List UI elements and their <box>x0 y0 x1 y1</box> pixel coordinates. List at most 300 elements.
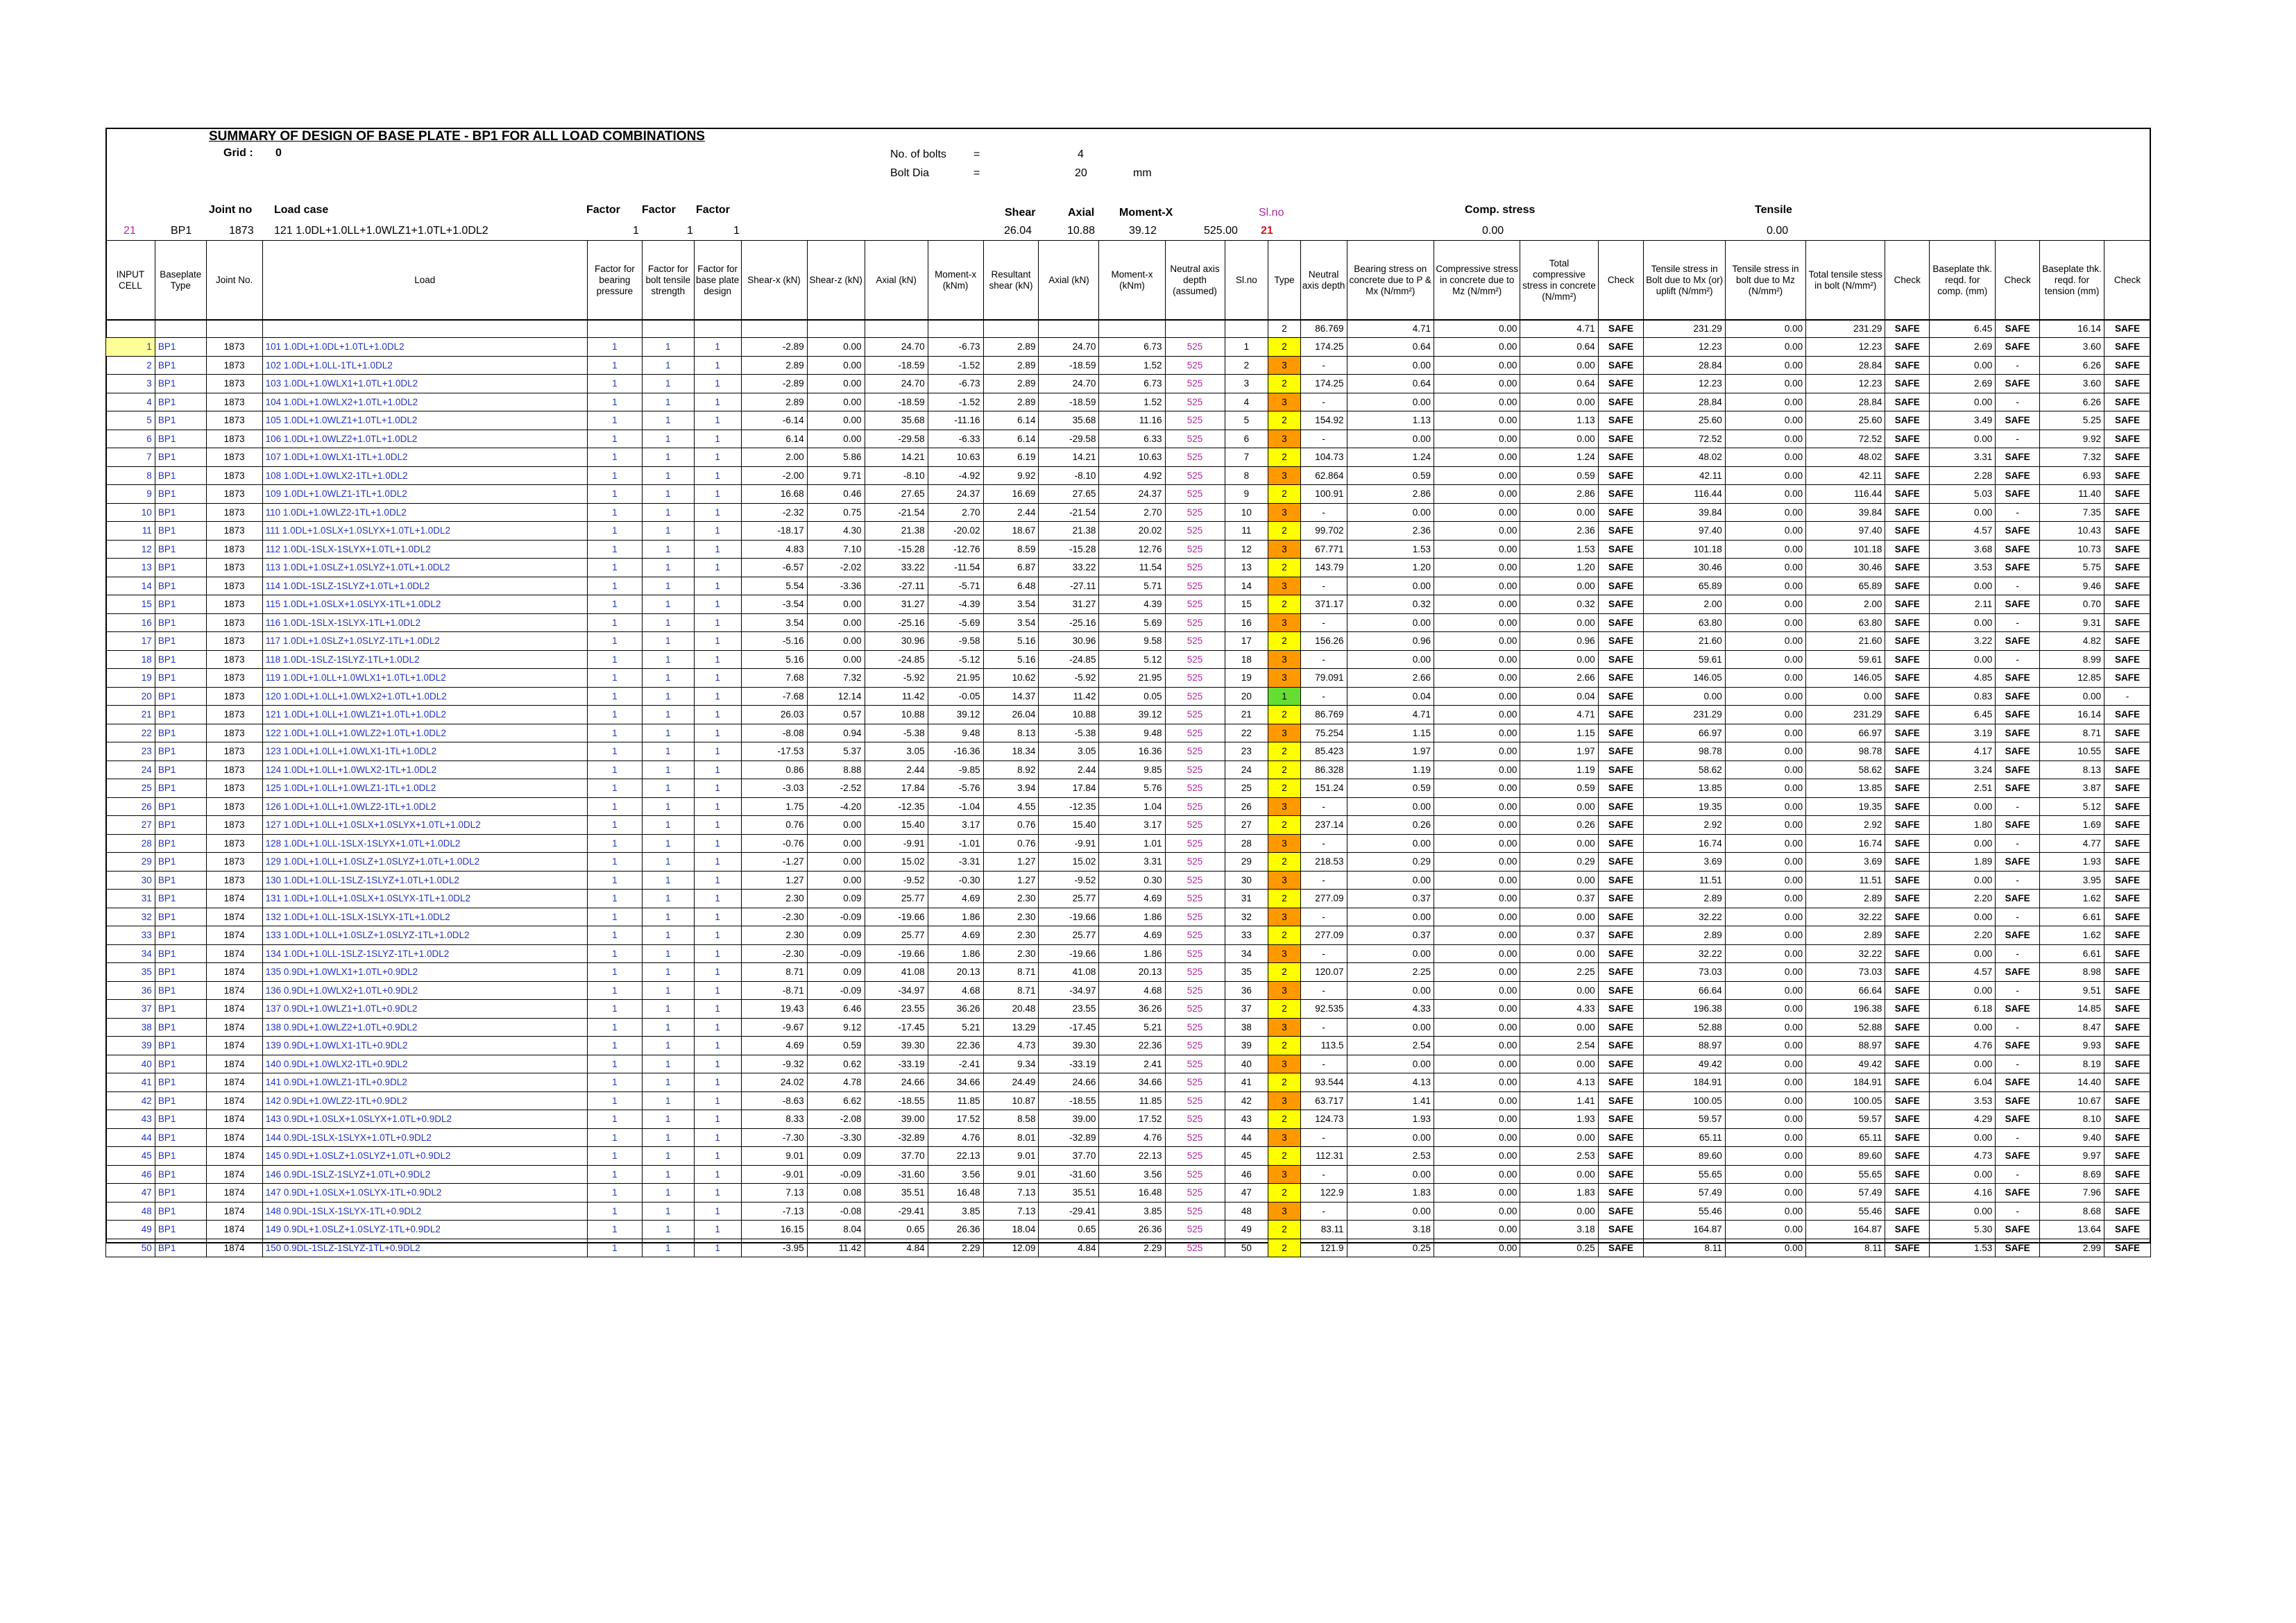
table-cell[interactable]: 138 0.9DL+1.0WLZ2+1.0TL+0.9DL2 <box>262 1018 587 1037</box>
table-cell[interactable]: 1 <box>587 981 642 1000</box>
table-cell[interactable]: 34 <box>106 944 155 963</box>
table-cell[interactable]: BP1 <box>155 1239 206 1257</box>
table-cell[interactable]: 1 <box>642 411 694 430</box>
table-cell[interactable]: 1873 <box>206 853 262 872</box>
table-cell[interactable]: 127 1.0DL+1.0LL+1.0SLX+1.0SLYX+1.0TL+1.0DL2 <box>262 816 587 835</box>
table-cell[interactable]: 17 <box>106 632 155 651</box>
table-cell[interactable]: BP1 <box>155 1221 206 1239</box>
table-cell[interactable]: 141 0.9DL+1.0WLZ1-1TL+0.9DL2 <box>262 1073 587 1092</box>
table-cell[interactable]: 9 <box>106 485 155 504</box>
table-cell[interactable]: 1874 <box>206 1128 262 1147</box>
table-cell[interactable]: 1 <box>694 687 741 706</box>
table-cell[interactable]: 120 1.0DL+1.0LL+1.0WLX2+1.0TL+1.0DL2 <box>262 687 587 706</box>
table-cell[interactable]: 1 <box>587 577 642 595</box>
table-cell[interactable]: 1 <box>587 1000 642 1019</box>
table-cell[interactable]: 7 <box>106 448 155 467</box>
table-cell[interactable]: 1 <box>642 1110 694 1129</box>
table-cell[interactable]: 1874 <box>206 1221 262 1239</box>
table-cell[interactable]: BP1 <box>155 448 206 467</box>
table-cell[interactable]: 1 <box>587 669 642 688</box>
table-cell[interactable]: 115 1.0DL+1.0SLX+1.0SLYX-1TL+1.0DL2 <box>262 595 587 614</box>
table-cell[interactable]: 39 <box>106 1037 155 1055</box>
table-cell[interactable]: 1873 <box>206 797 262 816</box>
table-cell[interactable]: 1873 <box>206 871 262 890</box>
table-cell[interactable]: 131 1.0DL+1.0LL+1.0SLX+1.0SLYX-1TL+1.0DL2 <box>262 890 587 908</box>
table-cell[interactable]: 1 <box>694 853 741 872</box>
table-cell[interactable]: BP1 <box>155 1055 206 1073</box>
table-cell[interactable]: 148 0.9DL-1SLX-1SLYX-1TL+0.9DL2 <box>262 1202 587 1221</box>
table-cell[interactable]: 1 <box>642 779 694 798</box>
table-cell[interactable]: 1874 <box>206 1239 262 1257</box>
table-cell[interactable]: 1 <box>587 1147 642 1166</box>
table-cell[interactable]: 1 <box>694 944 741 963</box>
table-cell[interactable]: BP1 <box>155 540 206 559</box>
table-cell[interactable]: 3 <box>106 375 155 393</box>
table-cell[interactable]: 1 <box>694 411 741 430</box>
table-cell[interactable]: 1 <box>587 559 642 577</box>
table-cell[interactable]: 150 0.9DL-1SLZ-1SLYZ-1TL+0.9DL2 <box>262 1239 587 1257</box>
table-cell[interactable]: 1874 <box>206 1110 262 1129</box>
table-cell[interactable]: BP1 <box>155 890 206 908</box>
table-cell[interactable]: 1873 <box>206 779 262 798</box>
table-cell[interactable]: 1873 <box>206 632 262 651</box>
table-cell[interactable]: 1 <box>694 393 741 411</box>
table-cell[interactable]: 1 <box>587 1165 642 1184</box>
table-cell[interactable]: 130 1.0DL+1.0LL-1SLZ-1SLYZ+1.0TL+1.0DL2 <box>262 871 587 890</box>
table-cell[interactable]: 11 <box>106 522 155 541</box>
table-cell[interactable]: 38 <box>106 1018 155 1037</box>
table-cell[interactable]: 1 <box>587 375 642 393</box>
table-cell[interactable]: 144 0.9DL-1SLX-1SLYX+1.0TL+0.9DL2 <box>262 1128 587 1147</box>
table-cell[interactable]: 1 <box>642 706 694 724</box>
table-cell[interactable]: BP1 <box>155 742 206 761</box>
table-cell[interactable]: 1 <box>694 1110 741 1129</box>
table-cell[interactable]: 1873 <box>206 540 262 559</box>
table-cell[interactable]: 1 <box>587 853 642 872</box>
table-cell[interactable]: 1 <box>587 485 642 504</box>
table-cell[interactable]: 13 <box>106 559 155 577</box>
table-cell[interactable]: 1 <box>694 1165 741 1184</box>
table-cell[interactable]: 1 <box>642 559 694 577</box>
table-cell[interactable]: 1 <box>587 1055 642 1073</box>
table-cell[interactable]: 125 1.0DL+1.0LL+1.0WLZ1-1TL+1.0DL2 <box>262 779 587 798</box>
table-cell[interactable]: 1873 <box>206 669 262 688</box>
table-cell[interactable]: 1 <box>587 1184 642 1203</box>
table-cell[interactable]: BP1 <box>155 1110 206 1129</box>
table-cell[interactable]: BP1 <box>155 393 206 411</box>
table-cell[interactable]: 1 <box>587 503 642 522</box>
table-cell[interactable]: 1 <box>694 1055 741 1073</box>
table-cell[interactable]: 103 1.0DL+1.0WLX1+1.0TL+1.0DL2 <box>262 375 587 393</box>
table-cell[interactable]: 1873 <box>206 503 262 522</box>
table-cell[interactable]: 1 <box>694 1184 741 1203</box>
table-cell[interactable]: 122 1.0DL+1.0LL+1.0WLZ2+1.0TL+1.0DL2 <box>262 724 587 742</box>
table-cell[interactable]: 1 <box>694 632 741 651</box>
table-cell[interactable]: 121 1.0DL+1.0LL+1.0WLZ1+1.0TL+1.0DL2 <box>262 706 587 724</box>
table-cell[interactable]: 1 <box>587 890 642 908</box>
table-cell[interactable]: 28 <box>106 834 155 853</box>
table-cell[interactable]: 1874 <box>206 890 262 908</box>
table-cell[interactable]: 8 <box>106 466 155 485</box>
table-cell[interactable]: 113 1.0DL+1.0SLZ+1.0SLYZ+1.0TL+1.0DL2 <box>262 559 587 577</box>
table-cell[interactable]: 139 0.9DL+1.0WLX1-1TL+0.9DL2 <box>262 1037 587 1055</box>
table-cell[interactable]: 22 <box>106 724 155 742</box>
table-cell[interactable]: 1 <box>694 1037 741 1055</box>
table-cell[interactable]: 18 <box>106 650 155 669</box>
table-cell[interactable]: 1 <box>642 1073 694 1092</box>
table-cell[interactable]: 1874 <box>206 1037 262 1055</box>
table-cell[interactable]: BP1 <box>155 926 206 945</box>
table-cell[interactable]: 1 <box>694 779 741 798</box>
table-cell[interactable]: BP1 <box>155 522 206 541</box>
table-cell[interactable]: 1 <box>587 797 642 816</box>
table-cell[interactable]: 126 1.0DL+1.0LL+1.0WLZ2-1TL+1.0DL2 <box>262 797 587 816</box>
table-cell[interactable]: 124 1.0DL+1.0LL+1.0WLX2-1TL+1.0DL2 <box>262 760 587 779</box>
table-cell[interactable]: 1 <box>587 1110 642 1129</box>
table-cell[interactable]: 15 <box>106 595 155 614</box>
table-cell[interactable]: 1874 <box>206 1184 262 1203</box>
table-cell[interactable]: 1873 <box>206 522 262 541</box>
table-cell[interactable]: 1 <box>642 338 694 357</box>
table-cell[interactable]: 36 <box>106 981 155 1000</box>
table-cell[interactable]: 1873 <box>206 706 262 724</box>
table-cell[interactable]: 1 <box>694 908 741 926</box>
table-cell[interactable]: 1 <box>587 724 642 742</box>
table-cell[interactable]: 1 <box>642 742 694 761</box>
table-cell[interactable]: 128 1.0DL+1.0LL-1SLX-1SLYX+1.0TL+1.0DL2 <box>262 834 587 853</box>
table-cell[interactable]: 104 1.0DL+1.0WLX2+1.0TL+1.0DL2 <box>262 393 587 411</box>
table-cell[interactable]: 1 <box>642 595 694 614</box>
table-cell[interactable]: BP1 <box>155 1073 206 1092</box>
table-cell[interactable]: 12 <box>106 540 155 559</box>
table-cell[interactable]: 102 1.0DL+1.0LL-1TL+1.0DL2 <box>262 356 587 375</box>
table-cell[interactable]: 1 <box>694 890 741 908</box>
table-cell[interactable]: 1 <box>694 375 741 393</box>
table-cell[interactable]: 106 1.0DL+1.0WLZ2+1.0TL+1.0DL2 <box>262 430 587 448</box>
table-cell[interactable]: 1 <box>642 687 694 706</box>
table-cell[interactable]: 149 0.9DL+1.0SLZ+1.0SLYZ-1TL+0.9DL2 <box>262 1221 587 1239</box>
table-cell[interactable]: 1874 <box>206 926 262 945</box>
table-cell[interactable]: 25 <box>106 779 155 798</box>
table-cell[interactable]: 1 <box>642 466 694 485</box>
table-cell[interactable]: 1874 <box>206 1202 262 1221</box>
table-cell[interactable]: 5 <box>106 411 155 430</box>
table-cell[interactable]: 24 <box>106 760 155 779</box>
table-cell[interactable]: 1873 <box>206 559 262 577</box>
table-cell[interactable]: 1873 <box>206 375 262 393</box>
table-cell[interactable]: BP1 <box>155 375 206 393</box>
table-cell[interactable]: 1 <box>694 577 741 595</box>
table-cell[interactable]: 1 <box>694 1128 741 1147</box>
table-cell[interactable]: 1 <box>694 522 741 541</box>
table-cell[interactable]: 1874 <box>206 1073 262 1092</box>
table-cell[interactable]: BP1 <box>155 724 206 742</box>
table-cell[interactable]: 1 <box>587 1221 642 1239</box>
table-cell[interactable]: 1873 <box>206 338 262 357</box>
table-cell[interactable]: BP1 <box>155 411 206 430</box>
table-cell[interactable]: 1 <box>694 963 741 982</box>
table-cell[interactable]: 1 <box>642 1018 694 1037</box>
table-cell[interactable]: 129 1.0DL+1.0LL+1.0SLZ+1.0SLYZ+1.0TL+1.0DL2 <box>262 853 587 872</box>
table-cell[interactable]: 1 <box>694 926 741 945</box>
table-cell[interactable]: 1873 <box>206 816 262 835</box>
table-cell[interactable]: 1 <box>694 466 741 485</box>
table-cell[interactable]: 1 <box>694 338 741 357</box>
table-cell[interactable]: 1873 <box>206 577 262 595</box>
table-cell[interactable]: 48 <box>106 1202 155 1221</box>
table-cell[interactable]: 1 <box>642 1221 694 1239</box>
table-cell[interactable]: 1873 <box>206 485 262 504</box>
table-cell[interactable]: 1 <box>642 1239 694 1257</box>
table-cell[interactable]: 1 <box>642 760 694 779</box>
table-cell[interactable]: 1 <box>694 871 741 890</box>
table-cell[interactable]: 1 <box>587 411 642 430</box>
table-cell[interactable]: BP1 <box>155 944 206 963</box>
table-cell[interactable]: BP1 <box>155 485 206 504</box>
table-cell[interactable]: 35 <box>106 963 155 982</box>
table-cell[interactable]: BP1 <box>155 706 206 724</box>
table-cell[interactable]: 1 <box>587 393 642 411</box>
table-cell[interactable]: 1 <box>642 834 694 853</box>
table-cell[interactable]: 1 <box>587 1202 642 1221</box>
table-cell[interactable]: 1874 <box>206 908 262 926</box>
table-cell[interactable]: 43 <box>106 1110 155 1129</box>
table-cell[interactable]: 1 <box>642 632 694 651</box>
table-cell[interactable]: 1 <box>694 742 741 761</box>
table-cell[interactable]: 137 0.9DL+1.0WLZ1+1.0TL+0.9DL2 <box>262 1000 587 1019</box>
table-cell[interactable]: 41 <box>106 1073 155 1092</box>
table-cell[interactable]: 1 <box>587 706 642 724</box>
table-cell[interactable]: 1 <box>694 1147 741 1166</box>
table-cell[interactable]: 1873 <box>206 742 262 761</box>
table-cell[interactable]: 1 <box>587 650 642 669</box>
table-cell[interactable]: 33 <box>106 926 155 945</box>
table-cell[interactable]: BP1 <box>155 760 206 779</box>
table-cell[interactable]: BP1 <box>155 834 206 853</box>
table-cell[interactable]: 14 <box>106 577 155 595</box>
table-cell[interactable]: 1 <box>587 779 642 798</box>
table-cell[interactable]: 1 <box>642 485 694 504</box>
table-cell[interactable]: 1 <box>694 1091 741 1110</box>
table-cell[interactable]: 1 <box>587 466 642 485</box>
table-cell[interactable]: 1 <box>642 908 694 926</box>
table-cell[interactable]: 1 <box>642 522 694 541</box>
boltdia-value[interactable]: 20 <box>1075 167 1087 179</box>
table-cell[interactable]: 1873 <box>206 430 262 448</box>
table-cell[interactable]: 1873 <box>206 687 262 706</box>
table-cell[interactable]: 1873 <box>206 724 262 742</box>
table-cell[interactable]: 29 <box>106 853 155 872</box>
table-cell[interactable]: 1 <box>694 981 741 1000</box>
table-cell[interactable]: 1 <box>587 595 642 614</box>
table-cell[interactable]: 135 0.9DL+1.0WLX1+1.0TL+0.9DL2 <box>262 963 587 982</box>
table-cell[interactable]: 1 <box>587 834 642 853</box>
table-cell[interactable]: 42 <box>106 1091 155 1110</box>
table-cell[interactable]: 117 1.0DL+1.0SLZ+1.0SLYZ-1TL+1.0DL2 <box>262 632 587 651</box>
table-cell[interactable]: 1 <box>587 687 642 706</box>
table-cell[interactable]: BP1 <box>155 356 206 375</box>
table-cell[interactable]: 1 <box>642 797 694 816</box>
table-cell[interactable]: 10 <box>106 503 155 522</box>
table-cell[interactable]: 1 <box>642 650 694 669</box>
table-cell[interactable]: 44 <box>106 1128 155 1147</box>
table-cell[interactable]: 1 <box>694 1239 741 1257</box>
table-cell[interactable]: 132 1.0DL+1.0LL-1SLX-1SLYX-1TL+1.0DL2 <box>262 908 587 926</box>
table-cell[interactable]: 1 <box>642 577 694 595</box>
table-cell[interactable]: 1873 <box>206 356 262 375</box>
table-cell[interactable]: 116 1.0DL-1SLX-1SLYX-1TL+1.0DL2 <box>262 613 587 632</box>
table-cell[interactable]: 1 <box>642 944 694 963</box>
table-cell[interactable]: 1 <box>587 871 642 890</box>
table-cell[interactable]: 1874 <box>206 944 262 963</box>
table-cell[interactable]: 1873 <box>206 613 262 632</box>
table-cell[interactable]: 109 1.0DL+1.0WLZ1-1TL+1.0DL2 <box>262 485 587 504</box>
table-cell[interactable]: BP1 <box>155 871 206 890</box>
table-cell[interactable]: 1 <box>642 1202 694 1221</box>
table-cell[interactable]: BP1 <box>155 466 206 485</box>
table-cell[interactable]: 1 <box>642 1037 694 1055</box>
table-cell[interactable]: 1 <box>642 871 694 890</box>
table-cell[interactable]: 49 <box>106 1221 155 1239</box>
table-cell[interactable]: 1 <box>694 760 741 779</box>
table-cell[interactable]: 1 <box>587 613 642 632</box>
table-cell[interactable]: 1 <box>642 503 694 522</box>
table-cell[interactable]: 47 <box>106 1184 155 1203</box>
table-cell[interactable]: 1 <box>694 595 741 614</box>
table-cell[interactable]: 1 <box>642 1184 694 1203</box>
table-cell[interactable]: 105 1.0DL+1.0WLZ1+1.0TL+1.0DL2 <box>262 411 587 430</box>
table-cell[interactable]: 1 <box>587 1073 642 1092</box>
table-cell[interactable]: 1 <box>694 430 741 448</box>
table-cell[interactable]: 119 1.0DL+1.0LL+1.0WLX1+1.0TL+1.0DL2 <box>262 669 587 688</box>
table-cell[interactable]: 1 <box>587 356 642 375</box>
table-cell[interactable]: 26 <box>106 797 155 816</box>
table-cell[interactable]: 1874 <box>206 963 262 982</box>
table-cell[interactable]: 1 <box>587 816 642 835</box>
table-cell[interactable]: 134 1.0DL+1.0LL-1SLZ-1SLYZ-1TL+1.0DL2 <box>262 944 587 963</box>
table-cell[interactable]: BP1 <box>155 797 206 816</box>
table-cell[interactable]: 1873 <box>206 595 262 614</box>
table-cell[interactable]: BP1 <box>155 650 206 669</box>
table-cell[interactable]: 1 <box>694 540 741 559</box>
table-cell[interactable]: 101 1.0DL+1.0DL+1.0TL+1.0DL2 <box>262 338 587 357</box>
table-cell[interactable]: 1 <box>587 540 642 559</box>
table-cell[interactable]: 1 <box>642 669 694 688</box>
table-cell[interactable]: 1 <box>694 356 741 375</box>
table-cell[interactable]: 1 <box>642 1165 694 1184</box>
table-cell[interactable]: 110 1.0DL+1.0WLZ2-1TL+1.0DL2 <box>262 503 587 522</box>
table-cell[interactable]: 1874 <box>206 1147 262 1166</box>
table-cell[interactable]: 1 <box>694 834 741 853</box>
table-cell[interactable]: 23 <box>106 742 155 761</box>
table-cell[interactable]: BP1 <box>155 1018 206 1037</box>
table-cell[interactable]: 1 <box>642 430 694 448</box>
table-cell[interactable]: BP1 <box>155 595 206 614</box>
table-cell[interactable]: 1 <box>694 797 741 816</box>
table-cell[interactable]: 1 <box>642 981 694 1000</box>
table-cell[interactable]: 1874 <box>206 1000 262 1019</box>
table-cell[interactable]: BP1 <box>155 338 206 357</box>
table-cell[interactable]: 1 <box>694 1018 741 1037</box>
table-cell[interactable]: 1 <box>694 1202 741 1221</box>
table-cell[interactable]: 1874 <box>206 1018 262 1037</box>
table-cell[interactable]: 133 1.0DL+1.0LL+1.0SLZ+1.0SLYZ-1TL+1.0DL2 <box>262 926 587 945</box>
table-cell[interactable]: 1 <box>694 816 741 835</box>
table-cell[interactable]: 1 <box>642 356 694 375</box>
table-cell[interactable]: BP1 <box>155 816 206 835</box>
table-cell[interactable]: 1 <box>587 448 642 467</box>
table-cell[interactable]: BP1 <box>155 430 206 448</box>
table-cell[interactable]: 118 1.0DL-1SLZ-1SLYZ-1TL+1.0DL2 <box>262 650 587 669</box>
table-cell[interactable]: 1 <box>587 926 642 945</box>
table-cell[interactable]: 45 <box>106 1147 155 1166</box>
table-cell[interactable]: 142 0.9DL+1.0WLZ2-1TL+0.9DL2 <box>262 1091 587 1110</box>
table-cell[interactable]: BP1 <box>155 632 206 651</box>
table-cell[interactable]: 1 <box>694 448 741 467</box>
table-cell[interactable]: BP1 <box>155 1202 206 1221</box>
table-cell[interactable]: 1873 <box>206 448 262 467</box>
table-cell[interactable]: BP1 <box>155 1128 206 1147</box>
table-cell[interactable]: 4 <box>106 393 155 411</box>
table-cell[interactable]: 1 <box>587 632 642 651</box>
table-cell[interactable]: 1 <box>587 1239 642 1257</box>
table-cell[interactable]: 112 1.0DL-1SLX-1SLYX+1.0TL+1.0DL2 <box>262 540 587 559</box>
table-cell[interactable]: BP1 <box>155 1165 206 1184</box>
table-cell[interactable]: 108 1.0DL+1.0WLX2-1TL+1.0DL2 <box>262 466 587 485</box>
table-cell[interactable]: 1 <box>642 1091 694 1110</box>
table-cell[interactable]: 1 <box>694 706 741 724</box>
table-cell[interactable]: 1 <box>694 1000 741 1019</box>
table-cell[interactable]: 147 0.9DL+1.0SLX+1.0SLYX-1TL+0.9DL2 <box>262 1184 587 1203</box>
table-cell[interactable]: 1 <box>642 890 694 908</box>
table-cell[interactable]: 1873 <box>206 760 262 779</box>
table-cell[interactable]: BP1 <box>155 613 206 632</box>
table-cell[interactable]: 1873 <box>206 834 262 853</box>
table-cell[interactable]: 1 <box>587 963 642 982</box>
table-cell[interactable]: 1 <box>694 559 741 577</box>
table-cell[interactable]: 140 0.9DL+1.0WLX2-1TL+0.9DL2 <box>262 1055 587 1073</box>
table-cell[interactable]: 1 <box>642 724 694 742</box>
table-cell[interactable]: BP1 <box>155 1184 206 1203</box>
table-cell[interactable]: BP1 <box>155 963 206 982</box>
table-cell[interactable]: 1873 <box>206 411 262 430</box>
table-cell[interactable]: BP1 <box>155 1147 206 1166</box>
table-cell[interactable]: 21 <box>106 706 155 724</box>
table-cell[interactable]: 1 <box>587 908 642 926</box>
table-cell[interactable]: 107 1.0DL+1.0WLX1-1TL+1.0DL2 <box>262 448 587 467</box>
table-cell[interactable]: BP1 <box>155 853 206 872</box>
table-cell[interactable]: 1 <box>642 613 694 632</box>
table-cell[interactable]: BP1 <box>155 577 206 595</box>
table-cell[interactable]: 1 <box>642 448 694 467</box>
table-cell[interactable]: 1 <box>587 522 642 541</box>
table-cell[interactable]: 16 <box>106 613 155 632</box>
table-cell[interactable]: 6 <box>106 430 155 448</box>
table-cell[interactable]: 1 <box>642 816 694 835</box>
table-cell[interactable]: 1 <box>587 338 642 357</box>
table-cell[interactable]: 1 <box>106 338 155 357</box>
table-cell[interactable]: BP1 <box>155 1000 206 1019</box>
table-cell[interactable]: 20 <box>106 687 155 706</box>
table-cell[interactable]: 40 <box>106 1055 155 1073</box>
table-cell[interactable]: BP1 <box>155 687 206 706</box>
table-cell[interactable]: 1 <box>694 613 741 632</box>
table-cell[interactable]: 145 0.9DL+1.0SLZ+1.0SLYZ+1.0TL+0.9DL2 <box>262 1147 587 1166</box>
grid-value[interactable]: 0 <box>275 147 282 159</box>
table-cell[interactable]: 27 <box>106 816 155 835</box>
table-cell[interactable]: 143 0.9DL+1.0SLX+1.0SLYX+1.0TL+0.9DL2 <box>262 1110 587 1129</box>
table-cell[interactable]: 1 <box>642 963 694 982</box>
